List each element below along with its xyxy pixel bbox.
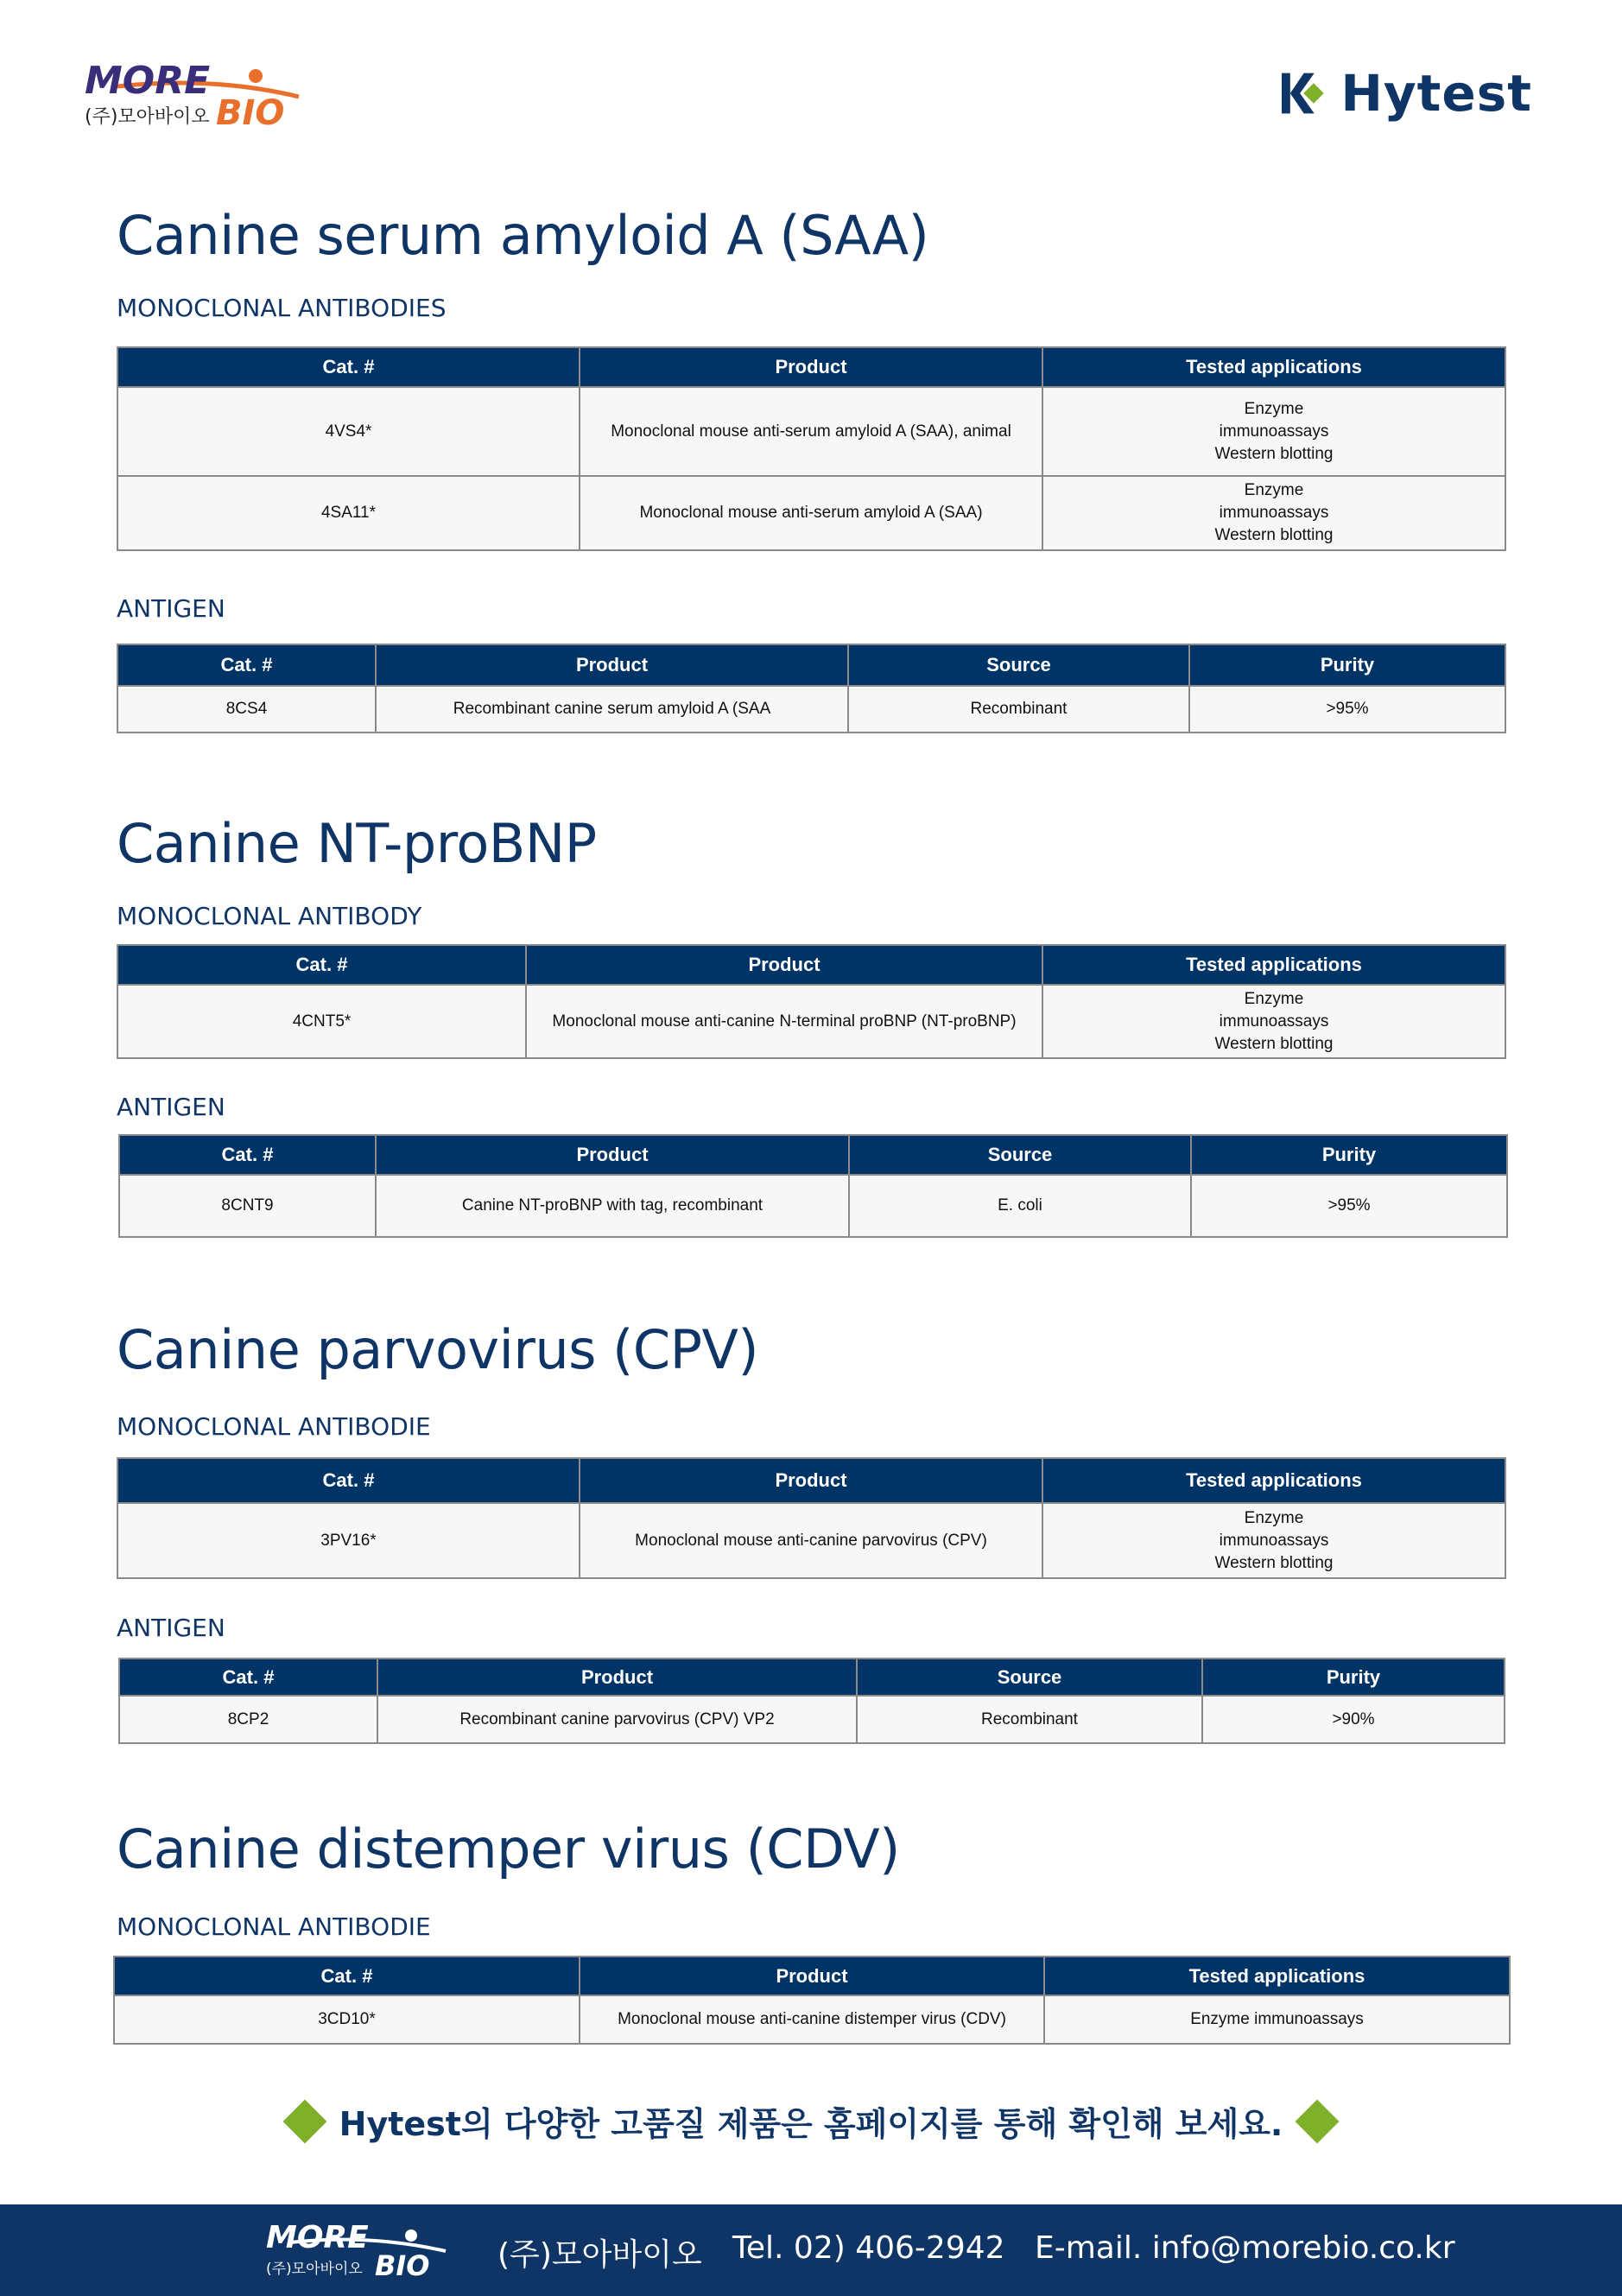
column-header: Product <box>526 945 1042 985</box>
column-header: Cat. # <box>119 1135 376 1175</box>
table-row <box>114 1995 1510 2044</box>
column-header: Purity <box>1191 1135 1507 1175</box>
source-cell: E. coli <box>849 1175 1191 1237</box>
column-header: Cat. # <box>117 347 580 387</box>
section-title: Canine NT-proBNP <box>117 812 597 875</box>
column-header: Purity <box>1202 1659 1505 1696</box>
footer-bar <box>0 2204 1622 2296</box>
footer-logo-word: MORE <box>266 2220 369 2255</box>
notice-text: 의 다양한 고품질 제품은 홈페이지를 통해 확인해 보세요. <box>460 2105 1283 2143</box>
antibody-heading: MONOCLONAL ANTIBODIES <box>117 294 447 322</box>
table-row <box>117 1503 1505 1578</box>
antibody-table <box>113 1956 1511 2045</box>
section-title: Canine distemper virus (CDV) <box>117 1817 900 1881</box>
morebio-logo-korean: (주)모아바이오 <box>85 106 210 128</box>
cat-cell: 8CP2 <box>119 1696 377 1743</box>
antibody-table <box>117 1457 1506 1579</box>
antigen-heading: ANTIGEN <box>117 594 225 623</box>
column-header: Product <box>580 1957 1044 1995</box>
footer-logo-korean: (주)모아바이오 <box>266 2261 363 2278</box>
cat-cell: 3CD10* <box>114 1995 580 2044</box>
footer-email: E-mail. info@morebio.co.kr <box>1035 2230 1455 2266</box>
column-header: Product <box>580 1458 1042 1503</box>
column-header: Cat. # <box>114 1957 580 1995</box>
applications-cell: Enzyme immunoassays <box>1044 1995 1510 2044</box>
morebio-logo-word: MORE <box>85 59 211 103</box>
column-header: Purity <box>1189 644 1505 686</box>
purity-cell: >90% <box>1202 1696 1505 1743</box>
antigen-heading: ANTIGEN <box>117 1093 225 1121</box>
applications-cell: Enzyme immunoassays Western blotting <box>1042 476 1505 550</box>
cat-cell: 4VS4* <box>117 387 580 476</box>
footer-tel: Tel. 02) 406-2942 <box>732 2230 1005 2266</box>
table-row <box>117 985 1505 1058</box>
morebio-logo <box>83 57 307 135</box>
antigen-table <box>118 1658 1505 1744</box>
column-header: Cat. # <box>117 1458 580 1503</box>
morebio-logo-bio: BIO <box>216 93 285 133</box>
product-cell: Recombinant canine serum amyloid A (SAA <box>376 686 848 733</box>
column-header: Cat. # <box>117 644 376 686</box>
cat-cell: 4CNT5* <box>117 985 526 1058</box>
product-cell: Monoclonal mouse anti-serum amyloid A (SAA) <box>580 476 1042 550</box>
product-cell: Canine NT-proBNP with tag, recombinant <box>376 1175 849 1237</box>
column-header: Cat. # <box>119 1659 377 1696</box>
table-row <box>117 387 1505 476</box>
homepage-notice <box>0 2097 1622 2145</box>
hytest-logo <box>1282 59 1532 128</box>
section-title: Canine parvovirus (CPV) <box>117 1318 759 1381</box>
notice-brand: Hytest <box>339 2105 461 2143</box>
section-nt-probnp <box>117 812 597 875</box>
section-cpv <box>117 1318 758 1381</box>
cat-cell: 8CNT9 <box>119 1175 376 1237</box>
antibody-heading: MONOCLONAL ANTIBODIE <box>117 1912 431 1941</box>
section-cdv <box>117 1817 900 1881</box>
applications-cell: Enzyme immunoassays Western blotting <box>1042 387 1505 476</box>
hytest-mark-icon <box>1282 65 1328 122</box>
column-header: Product <box>376 1135 849 1175</box>
applications-cell: Enzyme immunoassays Western blotting <box>1042 985 1505 1058</box>
column-header: Product <box>580 347 1042 387</box>
column-header: Source <box>857 1659 1202 1696</box>
cat-cell: 8CS4 <box>117 686 376 733</box>
cat-cell: 3PV16* <box>117 1503 580 1578</box>
footer-morebio-logo <box>264 2220 451 2280</box>
antibody-table <box>117 944 1506 1059</box>
table-row <box>119 1696 1505 1743</box>
hytest-logo-word: Hytest <box>1340 64 1532 123</box>
green-diamond-icon <box>282 2099 326 2143</box>
product-cell: Recombinant canine parvovirus (CPV) VP2 <box>377 1696 857 1743</box>
applications-cell: Enzyme immunoassays Western blotting <box>1042 1503 1505 1578</box>
product-cell: Monoclonal mouse anti-canine distemper virus (CDV) <box>580 1995 1044 2044</box>
column-header: Product <box>377 1659 857 1696</box>
antigen-heading: ANTIGEN <box>117 1614 225 1642</box>
table-row <box>117 476 1505 550</box>
column-header: Source <box>848 644 1189 686</box>
source-cell: Recombinant <box>857 1696 1202 1743</box>
antigen-table <box>118 1134 1508 1238</box>
column-header: Tested applications <box>1042 347 1505 387</box>
antigen-table <box>117 644 1506 733</box>
column-header: Tested applications <box>1042 945 1505 985</box>
product-cell: Monoclonal mouse anti-serum amyloid A (SAA), animal <box>580 387 1042 476</box>
purity-cell: >95% <box>1191 1175 1507 1237</box>
product-cell: Monoclonal mouse anti-canine N-terminal proBNP (NT-proBNP) <box>526 985 1042 1058</box>
section-title: Canine serum amyloid A (SAA) <box>117 204 929 267</box>
source-cell: Recombinant <box>848 686 1189 733</box>
column-header: Source <box>849 1135 1191 1175</box>
antibody-heading: MONOCLONAL ANTIBODIE <box>117 1412 431 1441</box>
column-header: Tested applications <box>1044 1957 1510 1995</box>
table-row <box>119 1175 1507 1237</box>
antibody-heading: MONOCLONAL ANTIBODY <box>117 902 422 930</box>
table-row <box>117 686 1505 733</box>
section-saa <box>117 204 928 267</box>
column-header: Tested applications <box>1042 1458 1505 1503</box>
green-diamond-icon <box>1296 2099 1340 2143</box>
product-cell: Monoclonal mouse anti-canine parvovirus (CPV) <box>580 1503 1042 1578</box>
antibody-table <box>117 346 1506 551</box>
footer-logo-bio: BIO <box>375 2249 430 2280</box>
footer-company: (주)모아바이오 <box>497 2237 702 2273</box>
purity-cell: >95% <box>1189 686 1505 733</box>
cat-cell: 4SA11* <box>117 476 580 550</box>
column-header: Product <box>376 644 848 686</box>
column-header: Cat. # <box>117 945 526 985</box>
